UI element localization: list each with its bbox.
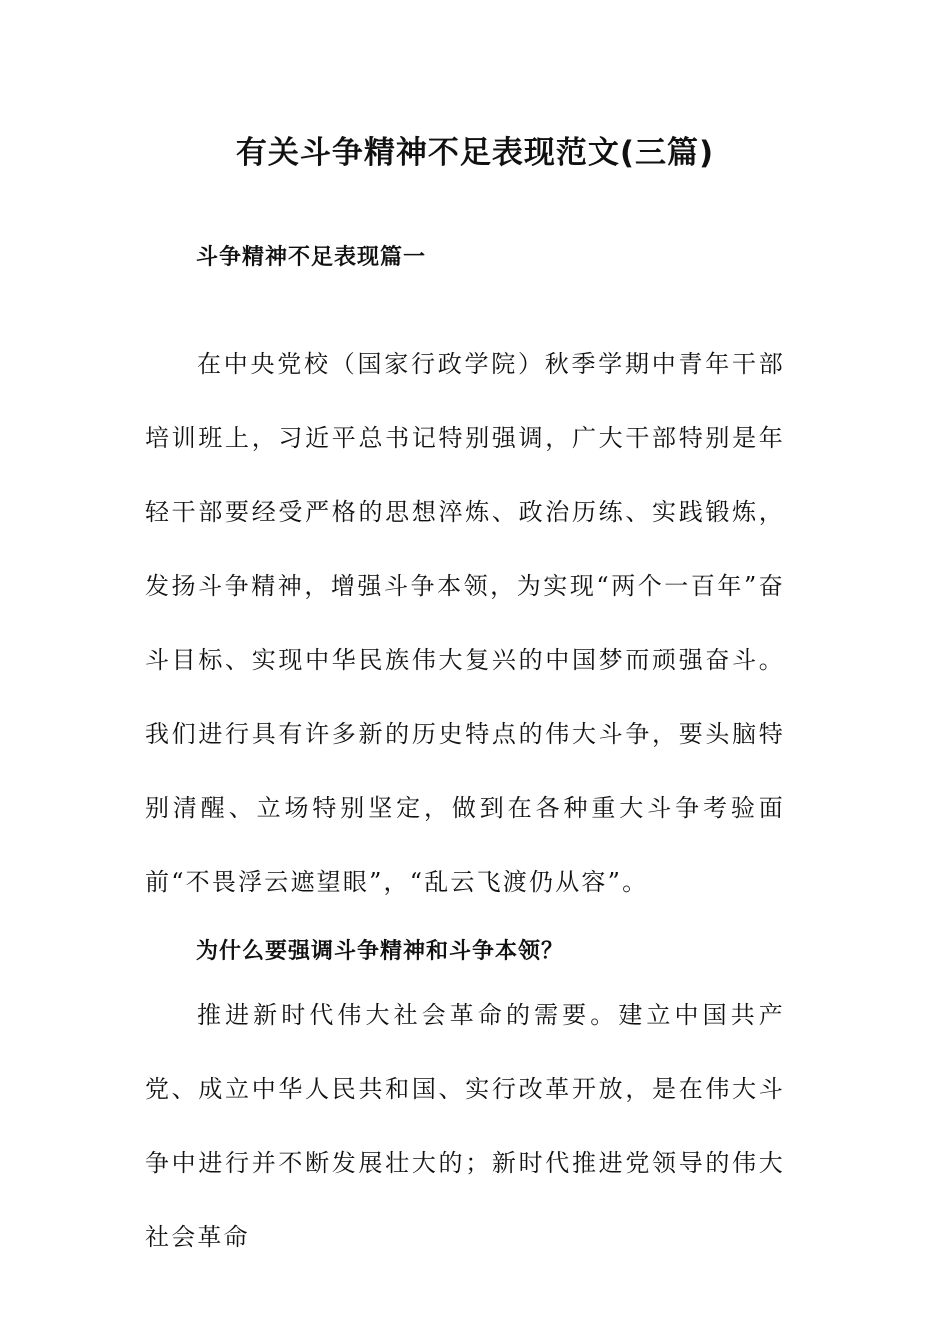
document-title: 有关斗争精神不足表现范文(三篇): [235, 135, 715, 171]
body-paragraph: 推进新时代伟大社会革命的需要。建立中国共产党、成立中华人民共和国、实行改革开放，是在伟大斗争中进行并不断发展壮大的；新时代推进党领导的伟大社会革命: [145, 1001, 785, 1251]
question-heading: 为什么要强调斗争精神和斗争本领？: [196, 939, 565, 964]
section-heading: 斗争精神不足表现篇一: [196, 245, 427, 270]
body-paragraph: 在中央党校（国家行政学院）秋季学期中青年干部培训班上，习近平总书记特别强调，广大干部特别是年轻干部要经受严格的思想淬炼、政治历练、实践锻炼，发扬斗争精神，增强斗争本领，为实现“两个一百年”奋斗目标、实现中华民族伟大复兴的中国梦而顽强奋斗。我们进行具有许多新的历史特点的伟大斗争，要头脑特别清醒、立场特别坚定，做到在各种重大斗争考验面前“不畏浮云遮望眼”，“乱云飞渡仍从容”。: [145, 350, 785, 896]
